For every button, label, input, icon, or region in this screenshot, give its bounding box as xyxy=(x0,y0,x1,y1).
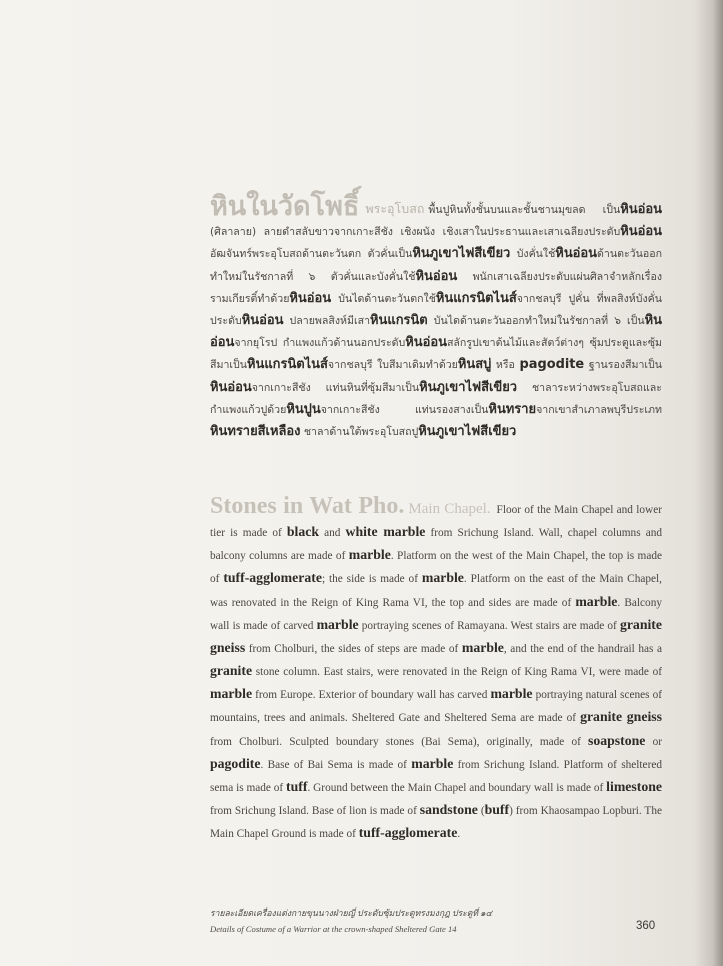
page-gutter-shadow xyxy=(713,0,723,966)
page-number: 360 xyxy=(636,920,656,932)
english-subtitle: Main Chapel. xyxy=(408,501,491,517)
thai-subtitle: พระอุโบสถ xyxy=(365,201,425,216)
caption-english: Details of Costume of a Warrior at the crown-shaped Sheltered Gate 14 xyxy=(210,923,457,934)
photo-caption xyxy=(210,906,660,937)
english-title: Stones in Wat Pho. xyxy=(210,493,405,519)
thai-paragraph: หินในวัดโพธิ์ พระอุโบสถ พื้นปูหินทั้งชั้นบนและชั้นชานมุขลด เป็นหินอ่อน (ศิลาลาย) ลายดำสลับขาวจากเกาะสีชัง เชิงผนัง เชิงเสาในประธานและเสาเฉลียงประดับหินอ่อน อัฒจันทร์พระอุโบสถด้านตะวันตก ตัวคั่นเป็นหินภูเขาไฟสีเขียว บังคั่นใช้หินอ่อนด้านตะวันออกทำใหม่ในรัชกาลที่ ๖ ตัวคั่นและบังคั่นใช้หินอ่อน พนักเสาเฉลียงประดับแผ่นศิลาจำหลักเรื่องรามเกียรติ์ทำด้วยหินอ่อน บันไดด้านตะวันตกใช้หินแกรนิตไนส์จากชลบุรี ปูคั่น ที่พลสิงห์บังคั่นประดับหินอ่อน ปลายพลสิงห์มีเสาหินแกรนิต บันไดด้านตะวันออกทำใหม่ในรัชกาลที่ ๖ เป็นหินอ่อนจากยุโรป กำแพงแก้วด้านนอกประดับหินอ่อนสลักรูปเขาต้นไม้และสัตว์ต่างๆ ซุ้มประตูและซุ้มสีมาเป็นหินแกรนิตไนส์จากชลบุรี ใบสีมาเดิมทำด้วยหินสบู่ หรือ pagodite ฐานรองสีมาเป็นหินอ่อนจากเกาะสีชัง แท่นหินที่ซุ้มสีมาเป็นหินภูเขาไฟสีเขียว ชาลาระหว่างพระอุโบสถและกำแพงแก้วปูด้วยหินปูนจากเกาะสีชัง แท่นรองสางเป็นหินทรายจากเขาสำเภาลพบุรีประเภทหินทรายสีเหลือง ชาลาด้านใต้พระอุโบสถปูหินภูเขาไฟสีเขียว xyxy=(210,191,663,440)
caption-thai: รายละเอียดเครื่องแต่งกายขุนนางฝ่ายญี่ ประดับซุ้มประตูทรงมงกุฎ ประตูที่ ๑๔ xyxy=(210,908,493,918)
english-paragraph: Stones in Wat Pho. Main Chapel. Floor of the Main Chapel and lower tier is made of black and white marble from Srichung Island. Wall, chapel columns and balcony columns are made of marble. Platform on the west of the Main Chapel, the top is made of tuff-agglomerate; the side is made of marble. Platform on the east of the Main Chapel, was renovated in the Reign of King Rama VI, the top and sides are made of marble. Balcony wall is made of carved marble portraying scenes of Ramayana. West stairs are made of granite gneiss from Cholburi, the sides of steps are made of marble, and the end of the handrail has a granite stone column. East stairs, were renovated in the Reign of King Rama VI, were made of marble from Europe. Exterior of boundary wall has carved marble portraying natural scenes of mountains, trees and animals. Sheltered Gate and Sheltered Sema are made of granite gneiss from Cholburi. Sculpted boundary stones (Bai Sema), originally, made of soapstone or pagodite. Base of Bai Sema is made of marble from Srichung Island. Platform of sheltered sema is made of tuff. Ground between the Main Chapel and boundary wall is made of limestone from Srichung Island. Base of lion is made of sandstone (buff) from Khaosampao Lopburi. The Main Chapel Ground is made of tuff-agglomerate. xyxy=(210,493,663,841)
thai-title: หินในวัดโพธิ์ xyxy=(210,191,360,222)
